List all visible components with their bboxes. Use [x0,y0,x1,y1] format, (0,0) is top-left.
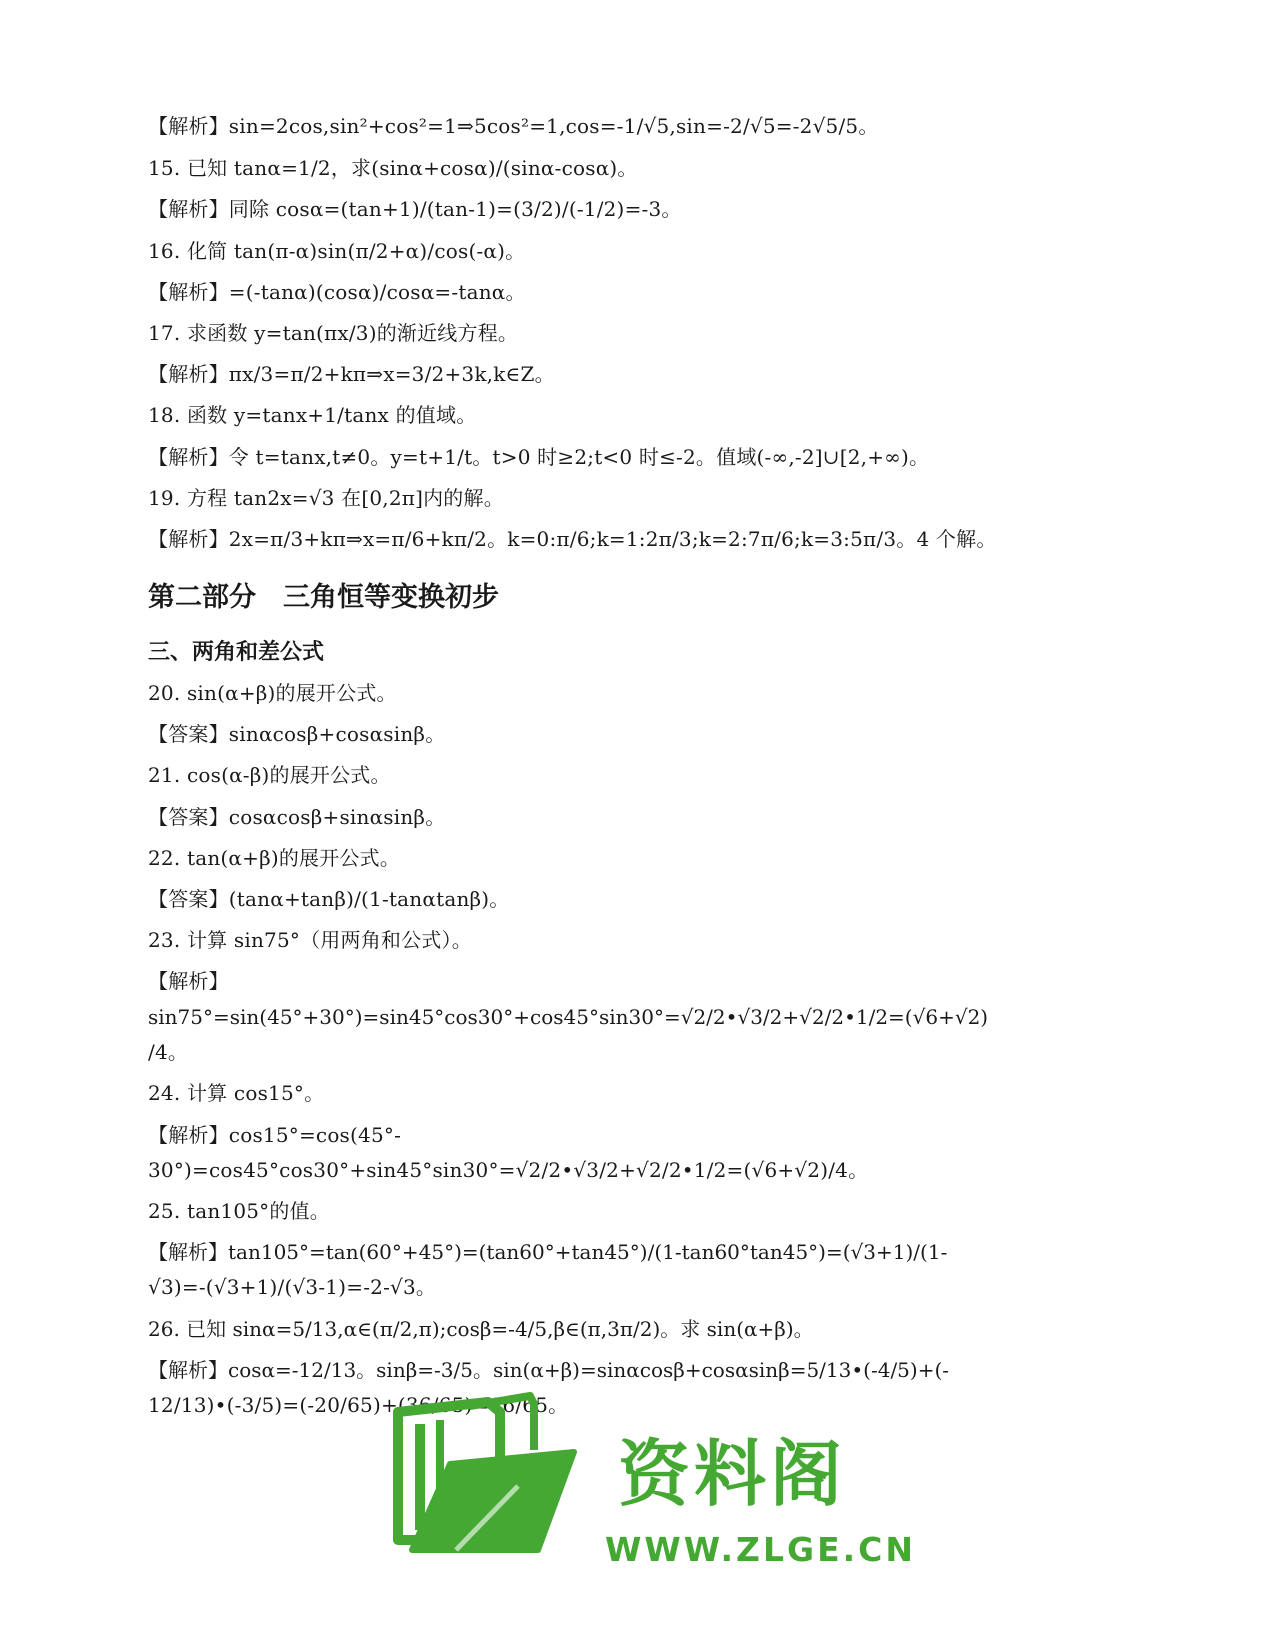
question-17: 17. 求函数 y=tan(πx/3)的渐近线方程。 [148,321,519,345]
subsection-title: 三、两角和差公式 [148,640,325,665]
open-book-folder-icon [378,1390,578,1560]
text-line: 【解析】令 t=tanx,t≠0。y=t+1/t。t>0 时≥2;t<0 时≤-2。值域(-∞,-2]∪[2,+∞)。 [148,445,930,469]
text-line: 【解析】tan105°=tan(60°+45°)=(tan60°+tan45°)/(1-tan60°tan45°)=(√3+1)/(1- [148,1240,948,1264]
text-line: 【解析】cosα=-12/13。sinβ=-3/5。sin(α+β)=sinαcosβ+cosαsinβ=5/13•(-4/5)+(- [148,1358,950,1382]
watermark-title: 资料阁 [618,1432,847,1516]
question-22: 22. tan(α+β)的展开公式。 [148,846,401,870]
text-line: 【解析】=(-tanα)(cosα)/cosα=-tanα。 [148,280,526,304]
watermark [398,1430,917,1600]
text-line: 【答案】cosαcosβ+sinαsinβ。 [148,805,446,829]
text-line: sin75°=sin(45°+30°)=sin45°cos30°+cos45°sin30°=√2/2•√3/2+√2/2•1/2=(√6+√2) [148,1005,989,1029]
question-26: 26. 已知 sinα=5/13,α∈(π/2,π);cosβ=-4/5,β∈(π,3π/2)。求 sin(α+β)。 [148,1317,814,1341]
text-line: 【解析】2x=π/3+kπ⇒x=π/6+kπ/2。k=0:π/6;k=1:2π/3;k=2:7π/6;k=3:5π/3。4 个解。 [148,527,997,551]
question-15: 15. 已知 tanα=1/2，求(sinα+cosα)/(sinα-cosα)。 [148,156,638,180]
text-line: 【解析】同除 cosα=(tan+1)/(tan-1)=(3/2)/(-1/2)=-3。 [148,197,682,221]
question-18: 18. 函数 y=tanx+1/tanx 的值域。 [148,403,477,427]
question-23: 23. 计算 sin75°（用两角和公式）。 [148,928,472,952]
question-21: 21. cos(α-β)的展开公式。 [148,763,391,787]
text-line: 30°)=cos45°cos30°+sin45°sin30°=√2/2•√3/2+√2/2•1/2=(√6+√2)/4。 [148,1158,869,1182]
watermark-url: WWW.ZLGE.CN [605,1530,917,1569]
question-20: 20. sin(α+β)的展开公式。 [148,681,397,705]
text-line: /4。 [148,1040,189,1064]
text-line: 【解析】πx/3=π/2+kπ⇒x=3/2+3k,k∈Z。 [148,362,555,386]
text-line: 12/13)•(-3/5)=(-20/65)+(36/65)=16/65。 [148,1393,569,1417]
section-title: 第二部分 三角恒等变换初步 [148,582,499,613]
text-line: 【答案】sinαcosβ+cosαsinβ。 [148,722,446,746]
text-line: 【解析】 [148,969,229,993]
question-16: 16. 化简 tan(π-α)sin(π/2+α)/cos(-α)。 [148,239,526,263]
text-line: 【解析】cos15°=cos(45°- [148,1123,402,1147]
question-19: 19. 方程 tan2x=√3 在[0,2π]内的解。 [148,486,504,510]
text-line: √3)=-(√3+1)/(√3-1)=-2-√3。 [148,1275,437,1299]
question-25: 25. tan105°的值。 [148,1199,330,1223]
text-line: 【答案】(tanα+tanβ)/(1-tanαtanβ)。 [148,887,510,911]
question-24: 24. 计算 cos15°。 [148,1081,325,1105]
text-line: 【解析】sin=2cos,sin²+cos²=1⇒5cos²=1,cos=-1/√5,sin=-2/√5=-2√5/5。 [148,114,879,138]
